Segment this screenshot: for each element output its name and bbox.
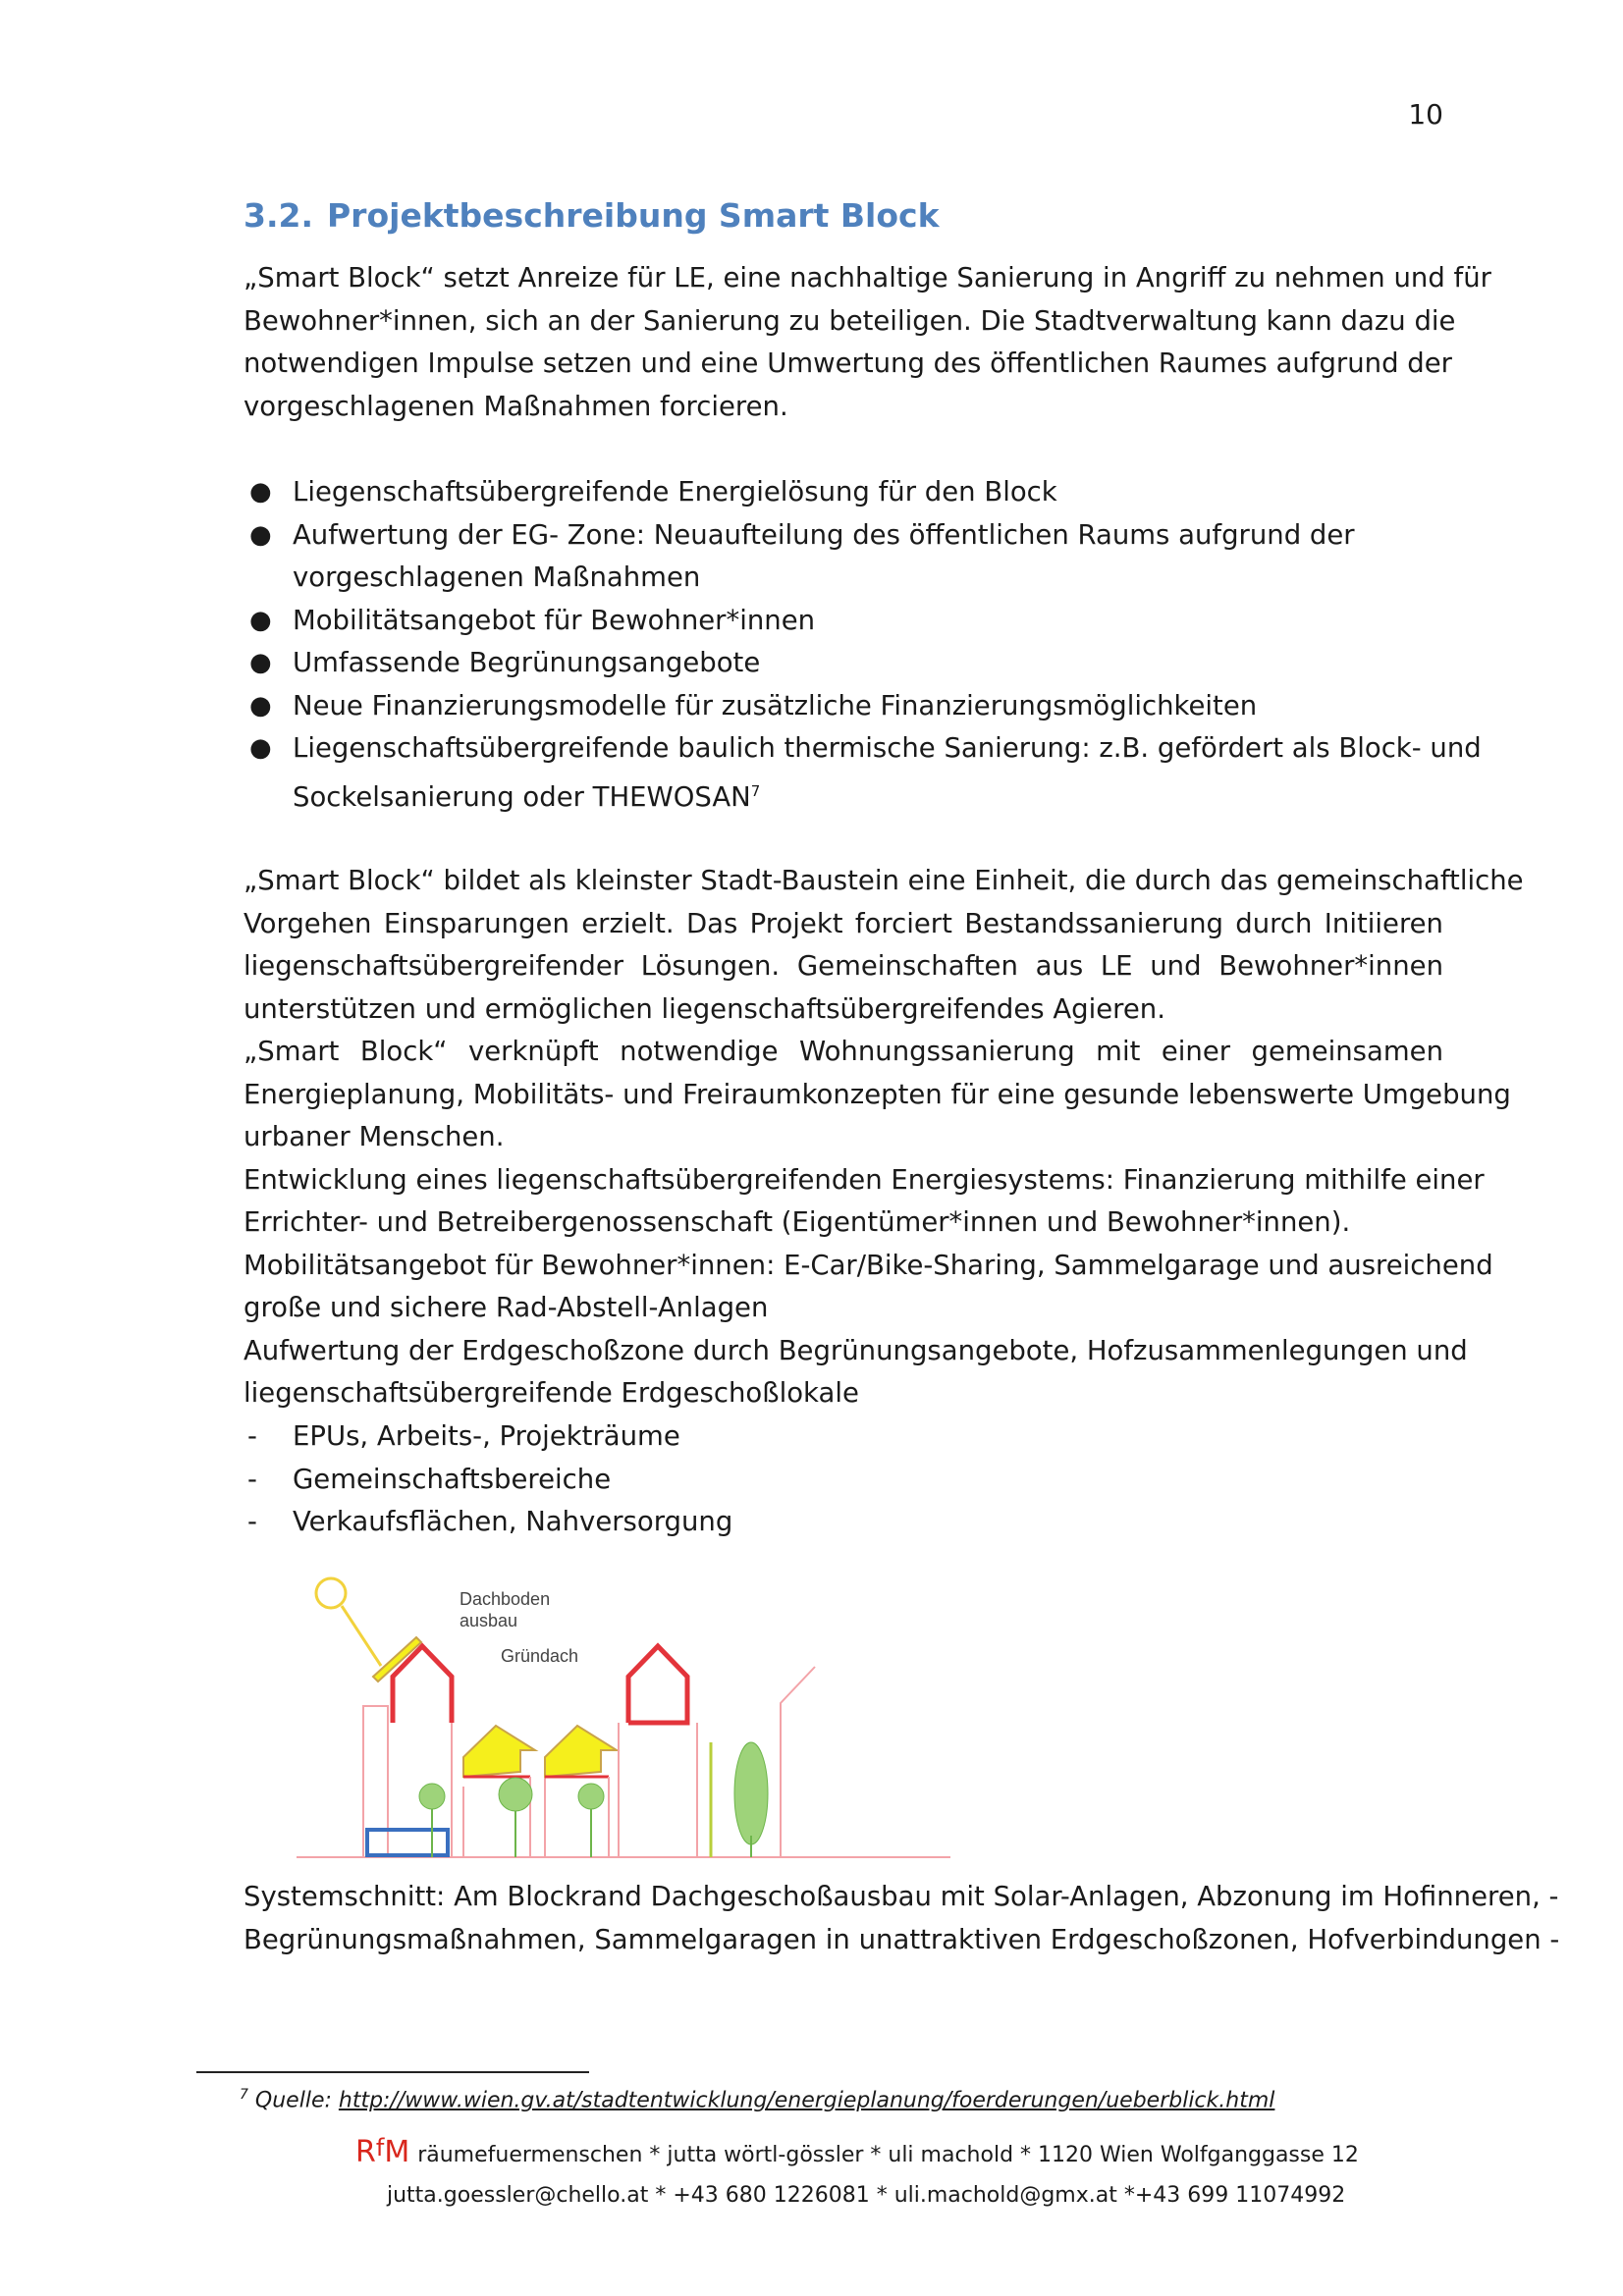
body-paragraph (243, 860, 1524, 1415)
label-ausbau: ausbau (460, 1611, 518, 1630)
body-line: große und sichere Rad-Abstell-Anlagen (243, 1292, 769, 1323)
dash-list (243, 1415, 732, 1544)
intro-line: vorgeschlagenen Maßnahmen forcieren. (243, 390, 788, 422)
list-item: ● Umfassende Begrünungsangebote (243, 642, 1443, 685)
system-section-diagram (295, 1571, 1001, 1865)
list-item: - Verkaufsflächen, Nahversorgung (247, 1506, 733, 1537)
sun-icon (316, 1578, 346, 1608)
intro-paragraph (243, 257, 1491, 428)
body-line: liegenschaftsübergreifender Lösungen. Gemeinschaften aus LE und Bewohner*innen (243, 950, 1443, 982)
footer-address (355, 2134, 1359, 2169)
list-item: ● Neue Finanzierungsmodelle für zusätzliche Finanzierungsmöglichkeiten (243, 685, 1443, 728)
tree (734, 1742, 768, 1857)
footer-contact: jutta.goessler@chello.at * +43 680 1226081 * uli.machold@gmx.at *+43 699 11074992 (387, 2183, 1346, 2208)
right-house (619, 1646, 711, 1857)
tree (419, 1784, 445, 1857)
bullet-icon: ● (249, 733, 272, 763)
caption-line: Systemschnitt: Am Blockrand Dachgeschoßausbau mit Solar-Anlagen, Abzonung im Hofinneren, - (243, 1881, 1559, 1912)
body-line: Mobilitätsangebot für Bewohner*innen: E-Car/Bike-Sharing, Sammelgarage und ausreichend (243, 1249, 1493, 1281)
body-line: Aufwertung der Erdgeschoßzone durch Begrünungsangebote, Hofzusammenlegungen und (243, 1334, 1468, 1366)
body-line: unterstützen und ermöglichen liegenschaftsübergreifendes Agieren. (243, 992, 1165, 1025)
footer-line-1: räumefuermenschen * jutta wörtl-gössler * uli machold * 1120 Wien Wolfganggasse 12 (417, 2143, 1359, 2167)
page-number: 10 (1408, 98, 1443, 131)
green-roof (545, 1726, 617, 1777)
section-heading (243, 192, 940, 240)
body-line: Errichter- und Betreibergenossenschaft (Eigentümer*innen und Bewohner*innen). (243, 1206, 1351, 1238)
list-item: ● Liegenschaftsübergreifende Energielösung für den Block (243, 471, 1443, 514)
figure-caption (243, 1875, 1560, 1960)
footnote (240, 2087, 1274, 2112)
intro-line: notwendigen Impulse setzen und eine Umwertung des öffentlichen Raumes aufgrund der (243, 347, 1452, 379)
label-dachboden: Dachboden (460, 1589, 551, 1609)
rfm-logo: $R^fM$ (355, 2134, 410, 2169)
section-title: Projektbeschreibung Smart Block (327, 196, 940, 235)
list-item: ● Aufwertung der EG- Zone: Neuaufteilung des öffentlichen Raums aufgrund der vorgeschlagenen Maßnahmen (243, 514, 1443, 600)
bullet-icon: ● (249, 690, 272, 721)
body-line: liegenschaftsübergreifende Erdgeschoßlokale (243, 1377, 859, 1409)
body-line: Vorgehen Einsparungen erzielt. Das Projekt forciert Bestandssanierung durch Initiieren (243, 907, 1443, 939)
footnote-separator (196, 2071, 589, 2073)
intro-line: „Smart Block“ setzt Anreize für LE, eine nachhaltige Sanierung in Angriff zu nehmen und für (243, 262, 1491, 294)
tree (499, 1778, 532, 1857)
footnote-label: Quelle: (254, 2088, 332, 2113)
list-item: ● Liegenschaftsübergreifende baulich thermische Sanierung: z.B. gefördert als Block- und Sockelsanierung oder THEWOSAN$^7$ (243, 727, 1443, 813)
list-item: - Gemeinschaftsbereiche (247, 1463, 612, 1495)
footnote-link[interactable]: http://www.wien.gv.at/stadtentwicklung/energieplanung/foerderungen/ueberblick.html (338, 2088, 1275, 2113)
label-gruendach: Gründach (501, 1646, 579, 1666)
bullet-list (243, 471, 1482, 813)
bullet-icon: ● (249, 477, 272, 507)
tree (578, 1784, 604, 1857)
left-house (363, 1637, 452, 1857)
body-line: „Smart Block“ bildet als kleinster Stadt-Baustein eine Einheit, die durch das gemeinschaftliche (243, 865, 1524, 896)
bullet-icon: ● (249, 519, 272, 550)
list-item: ● Mobilitätsangebot für Bewohner*innen (243, 600, 1443, 643)
bullet-icon: ● (249, 648, 272, 677)
garage (367, 1830, 448, 1855)
list-item: - EPUs, Arbeits-, Projekträume (247, 1420, 680, 1452)
footnote-ref: 7 (750, 781, 761, 800)
sun-ray (342, 1606, 381, 1666)
body-line: urbaner Menschen. (243, 1121, 505, 1152)
body-line: Energieplanung, Mobilitäts- und Freiraumkonzepten für eine gesunde lebenswerte Umgebung (243, 1078, 1511, 1110)
bullet-icon: ● (249, 605, 272, 635)
caption-line: Begrünungsmaßnahmen, Sammelgaragen in unattraktiven Erdgeschoßzonen, Hofverbindungen - (243, 1923, 1560, 1955)
intro-line: Bewohner*innen, sich an der Sanierung zu beteiligen. Die Stadtverwaltung kann dazu die (243, 304, 1456, 337)
green-roof (463, 1726, 535, 1777)
body-line: Entwicklung eines liegenschaftsübergreifenden Energiesystems: Finanzierung mithilfe einer (243, 1163, 1485, 1196)
footnote-number: 7 (240, 2087, 248, 2103)
body-line: „Smart Block“ verknüpft notwendige Wohnungssanierung mit einer gemeinsamen (243, 1036, 1443, 1067)
right-edge-building (781, 1667, 815, 1857)
section-number: 3.2. (243, 196, 313, 235)
